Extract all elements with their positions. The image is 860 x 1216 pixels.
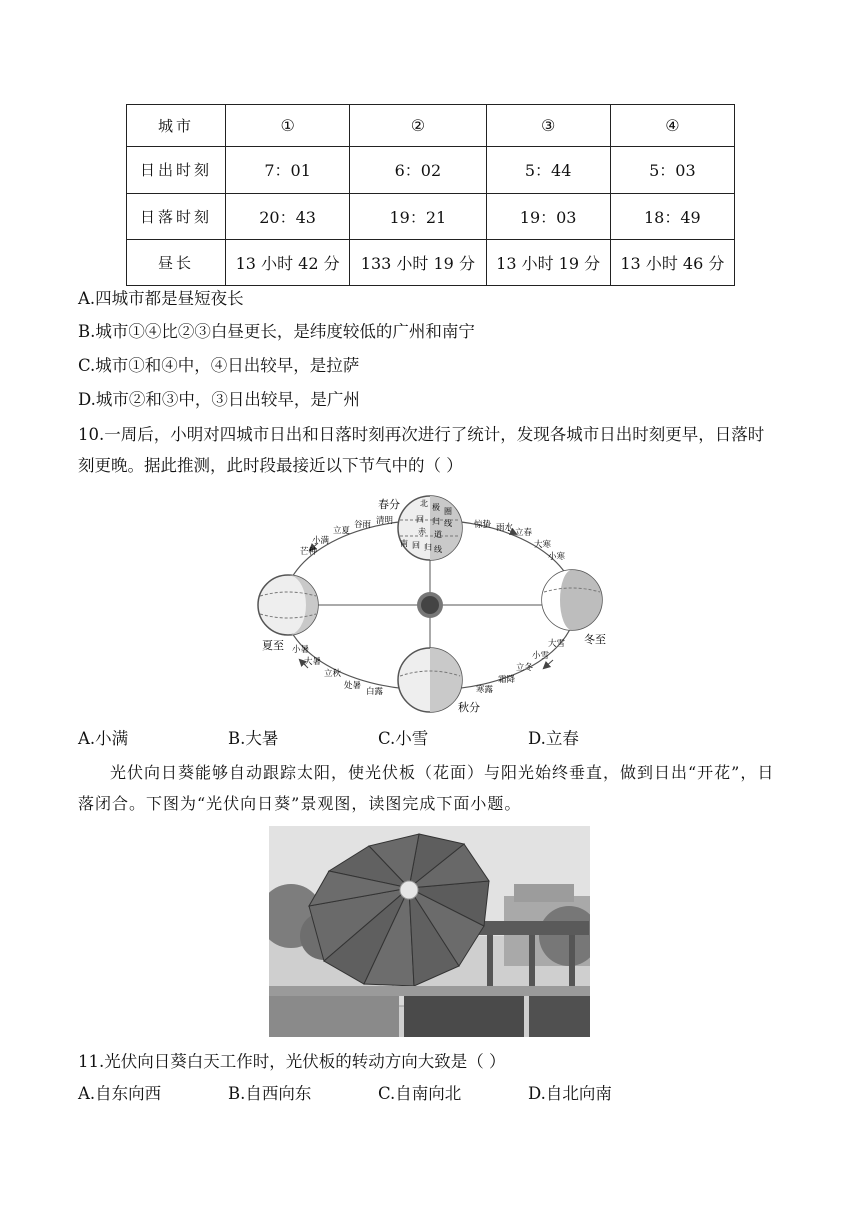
globe-label: 线 xyxy=(434,545,442,554)
orbit-arrow xyxy=(544,660,553,668)
table-cell: 7：01 xyxy=(226,147,350,193)
globe-label: 极 xyxy=(432,503,440,512)
q10-stem: 10.一周后，小明对四城市日出和日落时刻再次进行了统计，发现各城市日出时刻更早，日落时刻更晚。据此推测，此时段最接近以下节气中的（ ） xyxy=(78,425,765,475)
q9-option-b[interactable]: B.城市①④比②③白昼更长，是纬度较低的广州和南宁 xyxy=(78,322,475,341)
label-summer: 夏至 xyxy=(262,639,284,652)
table-header-row xyxy=(127,105,735,147)
term-label: 大雪 xyxy=(548,639,566,649)
table-header-cell: 城市 xyxy=(127,105,226,147)
planter xyxy=(269,994,399,1037)
table-cell: 19：03 xyxy=(486,193,610,239)
row-label: 昼长 xyxy=(127,239,226,285)
term-label: 芒种 xyxy=(300,547,318,557)
q9-option-d[interactable]: D.城市②和③中，③日出较早，是广州 xyxy=(78,390,360,409)
label-winter: 冬至 xyxy=(584,633,606,646)
globe-label: 回 xyxy=(412,541,420,550)
globe-label: 圈 xyxy=(444,507,452,516)
term-label: 小雪 xyxy=(532,651,550,661)
sunflower-hub xyxy=(400,881,418,899)
table-cell: 20：43 xyxy=(226,193,350,239)
earth-orbit-diagram xyxy=(248,488,618,720)
city-sun-table xyxy=(126,104,735,286)
row-label: 日落时刻 xyxy=(127,193,226,239)
term-label: 立秋 xyxy=(324,669,342,679)
globe-autumn-equinox xyxy=(398,648,462,712)
term-label: 谷雨 xyxy=(354,520,372,530)
table-cell: 13 小时 42 分 xyxy=(226,239,350,285)
table-row xyxy=(127,193,735,239)
table-row xyxy=(127,239,735,285)
q11-option-a[interactable]: A.自东向西 xyxy=(78,1084,162,1103)
globe-label: 南 xyxy=(400,539,408,548)
table-cell: 18：49 xyxy=(610,193,734,239)
globe-summer-solstice xyxy=(258,575,318,635)
q9-option-c[interactable]: C.城市①和④中，④日出较早，是拉萨 xyxy=(78,356,360,375)
q10-option-a[interactable]: A.小满 xyxy=(78,729,129,748)
term-label: 小满 xyxy=(312,536,330,546)
term-label: 清明 xyxy=(376,516,394,526)
building xyxy=(514,884,574,902)
globe-label: 线 xyxy=(444,519,452,528)
q11-option-d[interactable]: D.自北向南 xyxy=(528,1084,612,1103)
plants xyxy=(269,986,590,996)
label-autumn: 秋分 xyxy=(458,701,480,714)
term-label: 立夏 xyxy=(333,526,351,536)
globe-label: 归 xyxy=(432,517,440,526)
globe-label: 北 xyxy=(420,499,428,508)
term-label: 立春 xyxy=(515,528,533,538)
globe-label: 归 xyxy=(424,543,432,552)
sun-icon xyxy=(417,592,443,618)
globe-label: 赤 xyxy=(418,527,426,536)
row-label: 日出时刻 xyxy=(127,147,226,193)
q10-option-c[interactable]: C.小雪 xyxy=(378,729,429,748)
passage-text: 光伏向日葵能够自动跟踪太阳，使光伏板（花面）与阳光始终垂直，做到日出“开花”，日落闭合。下图为“光伏向日葵”景观图，读图完成下面小题。 xyxy=(78,763,775,813)
table-cell: 13 小时 46 分 xyxy=(610,239,734,285)
globe-label: 道 xyxy=(434,530,442,539)
planter xyxy=(404,991,524,1037)
term-label: 霜降 xyxy=(498,675,516,685)
term-label: 立冬 xyxy=(516,663,534,673)
globe-winter-solstice xyxy=(542,570,602,630)
table-row xyxy=(127,147,735,193)
q10-option-b[interactable]: B.大暑 xyxy=(228,729,279,748)
term-label: 大暑 xyxy=(304,657,322,667)
q11-option-c[interactable]: C.自南向北 xyxy=(378,1084,462,1103)
table-header-cell: ④ xyxy=(610,105,734,147)
label-spring: 春分 xyxy=(378,498,400,511)
term-label: 寒露 xyxy=(476,685,494,695)
term-label: 惊蛰 xyxy=(474,520,492,530)
q11-option-b[interactable]: B.自西向东 xyxy=(228,1084,312,1103)
table-cell: 133 小时 19 分 xyxy=(350,239,486,285)
table-cell: 5：44 xyxy=(486,147,610,193)
term-label: 小暑 xyxy=(292,645,310,655)
table-cell: 6：02 xyxy=(350,147,486,193)
term-label: 小寒 xyxy=(548,552,566,562)
table-cell: 19：21 xyxy=(350,193,486,239)
table-cell: 5：03 xyxy=(610,147,734,193)
table-cell: 13 小时 19 分 xyxy=(486,239,610,285)
pv-sunflower-photo xyxy=(269,826,590,1037)
term-label: 处暑 xyxy=(344,681,362,691)
term-label: 白露 xyxy=(366,687,384,697)
pergola xyxy=(479,921,589,935)
q9-option-a[interactable]: A.四城市都是昼短夜长 xyxy=(78,289,244,308)
term-label: 雨水 xyxy=(496,523,514,533)
q10-option-d[interactable]: D.立春 xyxy=(528,729,579,748)
table-header-cell: ② xyxy=(350,105,486,147)
table-header-cell: ③ xyxy=(486,105,610,147)
q11-stem: 11.光伏向日葵白天工作时，光伏板的转动方向大致是（ ） xyxy=(78,1052,506,1071)
table-header-cell: ① xyxy=(226,105,350,147)
globe-label: 回 xyxy=(416,515,424,524)
term-label: 大寒 xyxy=(534,540,552,550)
